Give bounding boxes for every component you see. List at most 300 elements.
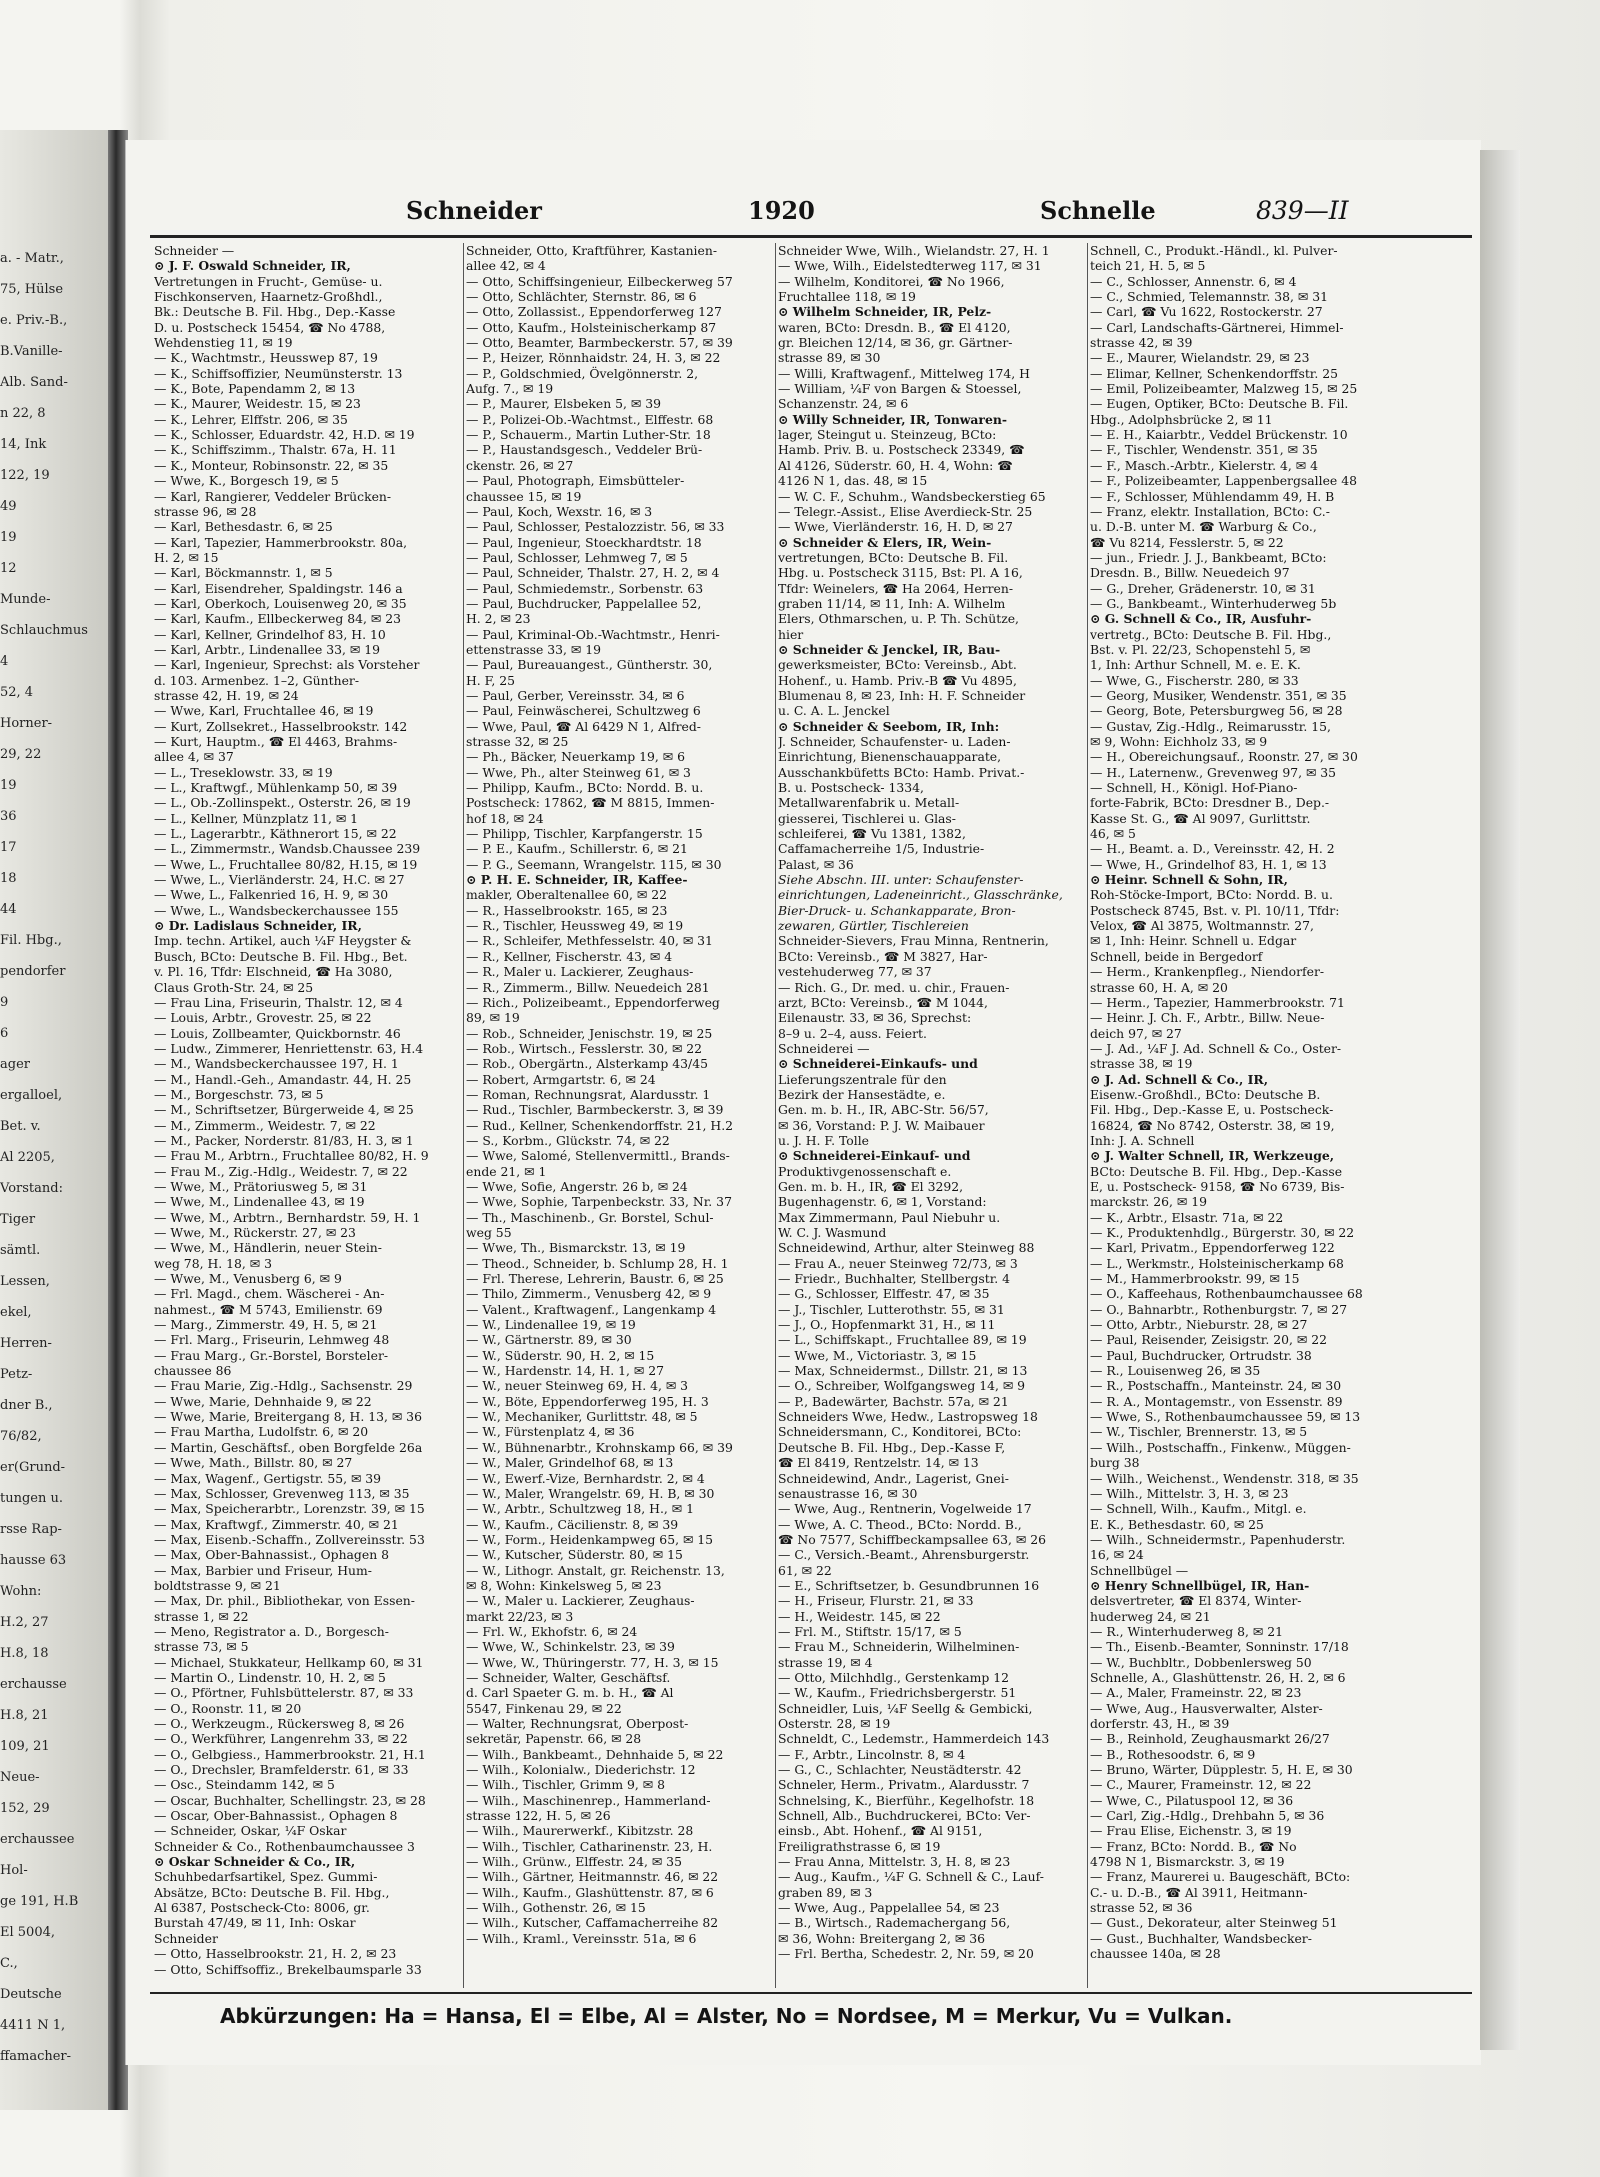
directory-entry-line: — Herm., Tapezier, Hammerbrookstr. 71 — [1090, 994, 1345, 1010]
directory-entry-line: — Frl. M., Stiftstr. 15/17, ✉ 5 — [778, 1623, 962, 1639]
left-page-text-fragment: erchaussee — [0, 1832, 75, 1847]
directory-entry-line: ✉ 1, Inh: Heinr. Schnell u. Edgar — [1090, 933, 1297, 949]
directory-entry-line: — Elimar, Kellner, Schenkendorffstr. 25 — [1090, 365, 1339, 381]
directory-entry-line: strasse 42, H. 19, ✉ 24 — [154, 687, 299, 703]
directory-entry-line: Schneldt, C., Ledemstr., Hammerdeich 143 — [778, 1731, 1050, 1747]
left-page-text-fragment: a. - Matr., — [0, 251, 64, 266]
directory-entry-line: — Meno, Registrator a. D., Borgesch- — [154, 1623, 389, 1639]
directory-entry-line: — Max, Barbier und Friseur, Hum- — [154, 1562, 372, 1578]
directory-entry-line: — C., Versich.-Beamt., Ahrensburgerstr. — [778, 1547, 1030, 1563]
directory-entry-line: — Louis, Arbtr., Grovestr. 25, ✉ 22 — [154, 1010, 372, 1026]
directory-entry-line: — Rud., Tischler, Barmbeckerstr. 3, ✉ 39 — [466, 1102, 724, 1118]
directory-entry-line: C.- u. D.-B., ☎ Al 3911, Heitmann- — [1090, 1884, 1308, 1900]
directory-entry-line: Schneider-Sievers, Frau Minna, Rentnerin, — [778, 933, 1049, 949]
left-page-text-fragment: Al 2205, — [0, 1150, 55, 1165]
left-page-text-fragment: B.Vanille- — [0, 344, 63, 359]
directory-entry-line: Eilenaustr. 33, ✉ 36, Sprechst: — [778, 1010, 972, 1026]
directory-entry-line: ☎ El 8419, Rentzelstr. 14, ✉ 13 — [778, 1455, 979, 1471]
directory-entry-line: Ausschankbüfetts BCto: Hamb. Privat.- — [778, 764, 1025, 780]
directory-entry-line: — Wwe, Karl, Fruchtallee 46, ✉ 19 — [154, 703, 374, 719]
directory-entry-line: Schneider & Co., Rothenbaumchaussee 3 — [154, 1838, 415, 1854]
directory-entry-line: — Karl, Kellner, Grindelhof 83, H. 10 — [154, 626, 386, 642]
directory-entry-line: — M., Handl.-Geh., Amandastr. 44, H. 25 — [154, 1071, 412, 1087]
directory-entry-line: — Paul, Schlosser, Pestalozzistr. 56, ✉ 33 — [466, 519, 725, 535]
directory-entry-line: — F., Tischler, Wendenstr. 351, ✉ 35 — [1090, 442, 1318, 458]
directory-entry-line: Schneidler, Luis, ¼F Seellg & Gembicki, — [778, 1700, 1033, 1716]
directory-entry-line: BCto: Vereinsb., ☎ M 3827, Har- — [778, 948, 988, 964]
left-page-text-fragment: 76/82, — [0, 1429, 42, 1444]
directory-entry-line: — B., Rothesoodstr. 6, ✉ 9 — [1090, 1746, 1256, 1762]
directory-entry-line: — Bruno, Wärter, Düpplestr. 5, H. E, ✉ 30 — [1090, 1762, 1353, 1778]
left-page-text-fragment: 44 — [0, 902, 17, 917]
directory-entry-line: — Valent., Kraftwagenf., Langenkamp 4 — [466, 1301, 717, 1317]
left-page-text-fragment: 12 — [0, 561, 17, 576]
directory-entry-line: ☎ No 7577, Schiffbeckampsallee 63, ✉ 26 — [778, 1531, 1046, 1547]
running-head-right: Schnelle — [1040, 196, 1156, 225]
directory-entry-line: Schneider, Otto, Kraftführer, Kastanien- — [466, 243, 718, 258]
directory-entry-line: — A., Maler, Frameinstr. 22, ✉ 23 — [1090, 1685, 1302, 1701]
directory-entry-line: ☎ Vu 8214, Fesslerstr. 5, ✉ 22 — [1090, 534, 1284, 550]
directory-entry-line: — Wilh., Tischler, Grimm 9, ✉ 8 — [466, 1777, 665, 1793]
directory-entry-line: ⊙ P. H. E. Schneider, IR, Kaffee- — [466, 872, 688, 888]
directory-entry-line: Schneidewind, Arthur, alter Steinweg 88 — [778, 1240, 1035, 1256]
directory-entry-line: — G., Bankbeamt., Winterhuderweg 5b — [1090, 595, 1337, 611]
left-page-text-fragment: 4411 N 1, — [0, 2018, 66, 2033]
directory-entry-line: — G., C., Schlachter, Neustädterstr. 42 — [778, 1762, 1022, 1778]
directory-entry-line: — Wilhelm, Konditorei, ☎ No 1966, — [778, 273, 1005, 289]
directory-entry-line: — Philipp, Tischler, Karpfangerstr. 15 — [466, 826, 703, 842]
directory-entry-line: — Frau M., Arbtrn., Fruchtallee 80/82, H. 9 — [154, 1148, 429, 1164]
directory-entry-line: ⊙ G. Schnell & Co., IR, Ausfuhr- — [1090, 611, 1312, 627]
left-page-text-fragment: Munde- — [0, 592, 51, 607]
directory-entry-line: — Frl. Therese, Lehrerin, Baustr. 6, ✉ 25 — [466, 1271, 724, 1287]
directory-entry-line: — O., Werkführer, Langenrehm 33, ✉ 22 — [154, 1731, 408, 1747]
directory-entry-line: — Wwe, M., Venusberg 6, ✉ 9 — [154, 1271, 342, 1287]
directory-entry-line: giesserei, Tischlerei u. Glas- — [778, 810, 956, 826]
directory-column-4 — [1090, 243, 1404, 1993]
directory-entry-line: Eisenw.-Großhdl., BCto: Deutsche B. — [1090, 1086, 1321, 1102]
directory-entry-line: — Karl, Privatm., Eppendorferweg 122 — [1090, 1240, 1335, 1256]
directory-entry-line: Elers, Othmarschen, u. P. Th. Schütze, — [778, 611, 1019, 627]
directory-entry-line: strasse 19, ✉ 4 — [778, 1654, 873, 1670]
directory-entry-line: markt 22/23, ✉ 3 — [466, 1608, 574, 1624]
directory-entry-line: — Gust., Dekorateur, alter Steinweg 51 — [1090, 1915, 1338, 1931]
left-page-text-fragment: e. Priv.-B., — [0, 313, 68, 328]
directory-entry-line: ⊙ Schneider & Seebom, IR, Inh: — [778, 718, 1000, 734]
directory-entry-line: — Eugen, Optiker, BCto: Deutsche B. Fil. — [1090, 396, 1349, 412]
directory-entry-line: — S., Korbm., Glückstr. 74, ✉ 22 — [466, 1132, 670, 1148]
directory-entry-line: u. D.-B. unter M. ☎ Warburg & Co., — [1090, 519, 1317, 535]
directory-entry-line: — W., Kaufm., Friedrichsbergerstr. 51 — [778, 1685, 1017, 1701]
directory-entry-line: Dresdn. B., Billw. Neuedeich 97 — [1090, 565, 1290, 581]
directory-entry-line: — P. E., Kaufm., Schillerstr. 6, ✉ 21 — [466, 841, 688, 857]
directory-entry-line: Deutsche B. Fil. Hbg., Dep.-Kasse F, — [778, 1439, 1006, 1455]
directory-entry-line: — Otto, Hasselbrookstr. 21, H. 2, ✉ 23 — [154, 1946, 397, 1962]
directory-entry-line: — O., Schreiber, Wolfgangsweg 14, ✉ 9 — [778, 1378, 1026, 1394]
directory-entry-line: 5547, Finkenau 29, ✉ 22 — [466, 1700, 622, 1716]
directory-entry-line: Schnelle, A., Glashüttenstr. 26, H. 2, ✉ 6 — [1090, 1669, 1346, 1685]
directory-entry-line: — Otto, Zollassist., Eppendorferweg 127 — [466, 304, 722, 320]
directory-entry-line: ⊙ Dr. Ladislaus Schneider, IR, — [154, 918, 362, 934]
directory-entry-line: Kasse St. G., ☎ Al 9097, Gurlittstr. — [1090, 810, 1311, 826]
left-page-text-fragment: er(Grund- — [0, 1460, 66, 1475]
left-page-text-fragment: pendorfer — [0, 964, 66, 979]
directory-entry-line: — Wwe, Math., Billstr. 80, ✉ 27 — [154, 1455, 353, 1471]
directory-entry-line: sekretär, Papenstr. 66, ✉ 28 — [466, 1731, 642, 1747]
directory-entry-line: Postscheck 8745, Bst. v. Pl. 10/11, Tfdr: — [1090, 902, 1340, 918]
directory-entry-line: — Gustav, Zig.-Hdlg., Reimarusstr. 15, — [1090, 718, 1331, 734]
directory-entry-line: — Wilh., Maschinenrep., Hammerland- — [466, 1792, 711, 1808]
page-number: 839—II — [1256, 196, 1349, 225]
directory-entry-line: strasse 32, ✉ 25 — [466, 734, 569, 749]
left-page-text-fragment: Deutsche — [0, 1987, 62, 2002]
directory-entry-line: — Frl. Magd., chem. Wäscherei - An- — [154, 1286, 385, 1302]
directory-entry-line: Hbg. u. Postscheck 3115, Bst: Pl. A 16, — [778, 565, 1023, 581]
directory-entry-line: — F., Polizeibeamter, Lappenbergsallee 48 — [1090, 473, 1357, 489]
directory-entry-line: — Karl, Kaufm., Ellbeckerweg 84, ✉ 23 — [154, 611, 401, 627]
directory-entry-line: — E., Maurer, Wielandstr. 29, ✉ 23 — [1090, 350, 1310, 366]
directory-entry-line: ckenstr. 26, ✉ 27 — [466, 457, 574, 473]
directory-entry-line: Busch, BCto: Deutsche B. Fil. Hbg., Bet. — [154, 948, 408, 964]
directory-entry-line: — O., Kaffeehaus, Rothenbaumchaussee 68 — [1090, 1286, 1363, 1302]
left-page-text-fragment: Neue- — [0, 1770, 40, 1785]
directory-entry-line: — Wwe, Aug., Rentnerin, Vogelweide 17 — [778, 1501, 1032, 1517]
directory-entry-line: — W., Kutscher, Süderstr. 80, ✉ 15 — [466, 1547, 683, 1563]
directory-entry-line: Absätze, BCto: Deutsche B. Fil. Hbg., — [154, 1884, 390, 1900]
footer-rule — [150, 1992, 1472, 1994]
directory-entry-line: — Willi, Kraftwagenf., Mittelweg 174, H — [778, 365, 1030, 381]
directory-entry-line: D. u. Postscheck 15454, ☎ No 4788, — [154, 319, 386, 335]
directory-entry-line: — P., Polizei-Ob.-Wachtmst., Elffestr. 68 — [466, 411, 714, 427]
directory-entry-line: — Wwe, W., Thüringerstr. 77, H. 3, ✉ 15 — [466, 1654, 719, 1670]
directory-entry-line: — M., Wandsbeckerchaussee 197, H. 1 — [154, 1056, 399, 1072]
directory-entry-line: — L., Kellner, Münzplatz 11, ✉ 1 — [154, 810, 359, 826]
directory-entry-line: d. Carl Spaeter G. m. b. H., ☎ Al — [466, 1685, 674, 1701]
directory-entry-line: — Max, Dr. phil., Bibliothekar, von Essen- — [154, 1593, 415, 1609]
directory-entry-line: — O., Gelbgiess., Hammerbrookstr. 21, H.1 — [154, 1746, 426, 1762]
directory-entry-line: — O., Roonstr. 11, ✉ 20 — [154, 1700, 302, 1716]
directory-entry-line: Tfdr: Weinelers, ☎ Ha 2064, Herren- — [778, 580, 1014, 596]
left-page-text-fragment: 9 — [0, 995, 9, 1010]
directory-entry-line: — Kurt, Zollsekret., Hasselbrookstr. 142 — [154, 718, 408, 734]
directory-entry-line: — Carl, Zig.-Hdlg., Drehbahn 5, ✉ 36 — [1090, 1808, 1325, 1824]
directory-entry-line: Aufg. 7., ✉ 19 — [466, 381, 554, 397]
directory-entry-line: — Martin, Geschäftsf., oben Borgfelde 26a — [154, 1439, 423, 1455]
column-divider — [463, 243, 464, 1988]
directory-entry-line: — C., Maurer, Frameinstr. 12, ✉ 22 — [1090, 1777, 1312, 1793]
directory-entry-line: — Wwe, Aug., Hausverwalter, Alster- — [1090, 1700, 1323, 1716]
directory-entry-line: Schnellbügel — — [1090, 1562, 1189, 1578]
directory-entry-line: Schnelsing, K., Bierführ., Kegelhofstr. 18 — [778, 1792, 1035, 1808]
directory-entry-line: ettenstrasse 33, ✉ 19 — [466, 641, 601, 657]
directory-entry-line: — Friedr., Buchhalter, Stellbergstr. 4 — [778, 1271, 1011, 1287]
directory-entry-line: graben 11/14, ✉ 11, Inh: A. Wilhelm — [778, 595, 1006, 611]
directory-entry-line: Schnell, C., Produkt.-Händl., kl. Pulver- — [1090, 243, 1338, 258]
directory-entry-line: — Wilh., Gärtner, Heitmannstr. 46, ✉ 22 — [466, 1869, 719, 1885]
directory-entry-line: — E., Schriftsetzer, b. Gesundbrunnen 16 — [778, 1577, 1040, 1593]
directory-entry-line: gr. Bleichen 12/14, ✉ 36, gr. Gärtner- — [778, 335, 1013, 351]
directory-entry-line: — P., Maurer, Elsbeken 5, ✉ 39 — [466, 396, 661, 412]
directory-entry-line: — K., Monteur, Robinsonstr. 22, ✉ 35 — [154, 457, 389, 473]
directory-entry-line: Schneidewind, Andr., Lagerist, Gnei- — [778, 1470, 1009, 1486]
directory-entry-line: — W., Maler, Grindelhof 68, ✉ 13 — [466, 1455, 674, 1471]
directory-entry-line: — Wwe, M., Prätoriusweg 5, ✉ 31 — [154, 1178, 368, 1194]
directory-entry-line: — Max, Schlosser, Grevenweg 113, ✉ 35 — [154, 1485, 410, 1501]
directory-entry-line: BCto: Deutsche B. Fil. Hbg., Dep.-Kasse — [1090, 1163, 1343, 1179]
directory-entry-line: — K., Bote, Papendamm 2, ✉ 13 — [154, 381, 356, 397]
directory-entry-line: — Max, Ober-Bahnassist., Ophagen 8 — [154, 1547, 389, 1563]
directory-column-2 — [466, 243, 780, 1993]
directory-entry-line: — Paul, Photograph, Eimsbütteler- — [466, 473, 685, 489]
directory-entry-line: Wehdenstieg 11, ✉ 19 — [154, 335, 293, 351]
directory-entry-line: vestehuderweg 77, ✉ 37 — [778, 964, 932, 980]
left-page-text-fragment: sämtl. — [0, 1243, 41, 1258]
directory-entry-line: ✉ 9, Wohn: Eichholz 33, ✉ 9 — [1090, 734, 1268, 749]
directory-entry-line: — B., Reinhold, Zeughausmarkt 26/27 — [1090, 1731, 1330, 1747]
directory-entry-line: Schneider Wwe, Wilh., Wielandstr. 27, H. 1 — [778, 243, 1050, 258]
directory-entry-line: — Paul, Gerber, Vereinsstr. 34, ✉ 6 — [466, 687, 685, 703]
directory-entry-line: — E. H., Kaiarbtr., Veddel Brückenstr. 10 — [1090, 427, 1348, 443]
directory-entry-line: Postscheck: 17862, ☎ M 8815, Immen- — [466, 795, 715, 811]
directory-entry-line: Schneider — — [154, 243, 235, 258]
directory-entry-line: 4798 N 1, Bismarckstr. 3, ✉ 19 — [1090, 1854, 1285, 1870]
directory-entry-line: — M., Schriftsetzer, Bürgerweide 4, ✉ 25 — [154, 1102, 414, 1118]
directory-entry-line: ⊙ J. F. Oswald Schneider, IR, — [154, 258, 351, 274]
directory-entry-line: — W., Maler, Wrangelstr. 69, H. B, ✉ 30 — [466, 1485, 715, 1501]
directory-entry-line: vertretungen, BCto: Deutsche B. Fil. — [778, 549, 1009, 565]
directory-entry-line: Velox, ☎ Al 3875, Woltmannstr. 27, — [1090, 918, 1314, 934]
directory-entry-line: — Wwe, M., Arbtrn., Bernhardstr. 59, H. 1 — [154, 1209, 421, 1225]
directory-entry-line: — M., Hammerbrookstr. 99, ✉ 15 — [1090, 1271, 1300, 1287]
directory-entry-line: — W., Ewerf.-Vize, Bernhardstr. 2, ✉ 4 — [466, 1470, 705, 1486]
left-page-text-fragment: 152, 29 — [0, 1801, 50, 1816]
directory-entry-line: — Franz, elektr. Installation, BCto: C.- — [1090, 503, 1330, 519]
directory-entry-line: — P., Goldschmied, Övelgönnerstr. 2, — [466, 365, 699, 381]
directory-entry-line: 89, ✉ 19 — [466, 1010, 520, 1026]
directory-entry-line: — R., Maler u. Lackierer, Zeughaus- — [466, 964, 694, 980]
left-page-text-fragment: 75, Hülse — [0, 282, 64, 297]
directory-entry-line: ende 21, ✉ 1 — [466, 1163, 547, 1179]
directory-entry-line: strasse 52, ✉ 36 — [1090, 1900, 1193, 1916]
directory-entry-line: Al 6387, Postscheck-Cto: 8006, gr. — [154, 1900, 370, 1916]
directory-entry-line: — K., Maurer, Weidestr. 15, ✉ 23 — [154, 396, 361, 412]
directory-entry-line: Gen. m. b. H., IR, ☎ El 3292, — [778, 1178, 964, 1194]
directory-entry-line: — Paul, Feinwäscherei, Schultzweg 6 — [466, 703, 701, 719]
directory-entry-line: — Max, Schneidermst., Dillstr. 21, ✉ 13 — [778, 1363, 1028, 1379]
directory-entry-line: — F., Schlosser, Mühlendamm 49, H. B — [1090, 488, 1335, 504]
left-page-fragment — [0, 130, 112, 2110]
directory-entry-line: — Kurt, Hauptm., ☎ El 4463, Brahms- — [154, 734, 398, 749]
directory-entry-line: — Otto, Arbtr., Nieburstr. 28, ✉ 27 — [1090, 1317, 1308, 1333]
left-page-text-fragment: Wohn: — [0, 1584, 42, 1599]
directory-entry-line: Schneiders Wwe, Hedw., Lastropsweg 18 — [778, 1409, 1038, 1425]
left-page-text-fragment: 122, 19 — [0, 468, 50, 483]
left-page-text-fragment: ge 191, H.B — [0, 1894, 79, 1909]
running-head-left: Schneider — [406, 196, 542, 225]
directory-entry-line: Schneiderei — — [778, 1040, 870, 1056]
directory-entry-line: — Paul, Buchdrucker, Pappelallee 52, — [466, 595, 702, 611]
directory-entry-line: Vertretungen in Frucht-, Gemüse- u. — [154, 273, 383, 289]
directory-entry-line: — C., Schmied, Telemannstr. 38, ✉ 31 — [1090, 289, 1328, 305]
left-page-text-fragment: H.8, 21 — [0, 1708, 49, 1723]
directory-entry-line: — Wwe, S., Rothenbaumchaussee 59, ✉ 13 — [1090, 1409, 1361, 1425]
directory-entry-line: — Schnell, Wilh., Kaufm., Mitgl. e. — [1090, 1501, 1307, 1517]
directory-entry-line: — H., Weidestr. 145, ✉ 22 — [778, 1608, 941, 1624]
directory-entry-line: — K., Schiffszimm., Thalstr. 67a, H. 11 — [154, 442, 397, 458]
directory-entry-line: — Karl, Eisendreher, Spaldingstr. 146 a — [154, 580, 403, 596]
directory-entry-line: Max Zimmermann, Paul Niebuhr u. — [778, 1209, 1001, 1225]
left-page-text-fragment: Schlauchmus — [0, 623, 88, 638]
directory-entry-line: — W., Arbtr., Schultzweg 18, H., ✉ 1 — [466, 1501, 695, 1517]
page-edge — [1480, 150, 1520, 2050]
directory-entry-line: Blumenau 8, ✉ 23, Inh: H. F. Schneider — [778, 687, 1026, 703]
left-page-text-fragment: 19 — [0, 530, 17, 545]
left-page-text-fragment: Petz- — [0, 1367, 33, 1382]
directory-entry-line: Hohenf., u. Hamb. Priv.-B ☎ Vu 4895, — [778, 672, 1017, 688]
directory-entry-line: — M., Borgeschstr. 73, ✉ 5 — [154, 1086, 324, 1102]
left-page-text-fragment: hausse 63 — [0, 1553, 67, 1568]
directory-entry-line: — Karl, Böckmannstr. 1, ✉ 5 — [154, 565, 333, 581]
directory-entry-line: allee 4, ✉ 37 — [154, 749, 234, 765]
directory-entry-line: — R., Zimmerm., Billw. Neuedeich 281 — [466, 979, 710, 995]
directory-entry-line: strasse 60, H. A, ✉ 20 — [1090, 979, 1228, 995]
directory-entry-line: — Otto, Schiffsingenieur, Eilbeckerweg 57 — [466, 273, 733, 289]
directory-entry-line: — O., Bahnarbtr., Rothenburgstr. 7, ✉ 27 — [1090, 1301, 1348, 1317]
directory-entry-line: 8–9 u. 2–4, auss. Feiert. — [778, 1025, 927, 1041]
directory-entry-line: — M., Packer, Norderstr. 81/83, H. 3, ✉ 1 — [154, 1132, 414, 1148]
directory-entry-line: weg 78, H. 18, ✉ 3 — [154, 1255, 272, 1271]
directory-entry-line: — Martin O., Lindenstr. 10, H. 2, ✉ 5 — [154, 1669, 386, 1685]
directory-entry-line: — William, ¼F von Bargen & Stoessel, — [778, 381, 1022, 397]
directory-entry-line: — Emil, Polizeibeamter, Malzweg 15, ✉ 25 — [1090, 381, 1358, 397]
directory-entry-line: — R., Tischler, Heussweg 49, ✉ 19 — [466, 918, 684, 934]
directory-entry-line: — Frl. Marg., Friseurin, Lehmweg 48 — [154, 1332, 390, 1348]
directory-entry-line: — Ludw., Zimmerer, Henriettenstr. 63, H.4 — [154, 1040, 424, 1056]
directory-entry-line: — Wwe, C., Pilatuspool 12, ✉ 36 — [1090, 1792, 1294, 1808]
abbreviations-footer: Abkürzungen: Ha = Hansa, El = Elbe, Al = Alster, No = Nordsee, M = Merkur, Vu = Vulkan. — [220, 2004, 1233, 2028]
directory-entry-line: — Wwe, H., Grindelhof 83, H. 1, ✉ 13 — [1090, 856, 1327, 872]
directory-entry-line: — R., Winterhuderweg 8, ✉ 21 — [1090, 1623, 1283, 1639]
directory-entry-line: — K., Lehrer, Elffstr. 206, ✉ 35 — [154, 411, 348, 427]
directory-entry-line: chaussee 15, ✉ 19 — [466, 488, 582, 504]
directory-entry-line: zewaren, Gürtler, Tischlereien — [778, 918, 969, 934]
directory-entry-line: — Heinr. J. Ch. F., Arbtr., Billw. Neue- — [1090, 1010, 1325, 1026]
left-page-text-fragment: 17 — [0, 840, 17, 855]
left-page-text-fragment: 18 — [0, 871, 17, 886]
directory-entry-line: — P., Schauerm., Martin Luther-Str. 18 — [466, 427, 711, 443]
directory-entry-line: H. F, 25 — [466, 672, 515, 688]
directory-entry-line: — Frau Anna, Mittelstr. 3, H. 8, ✉ 23 — [778, 1854, 1011, 1870]
directory-entry-line: — Oscar, Ober-Bahnassist., Ophagen 8 — [154, 1808, 398, 1824]
directory-entry-line: — Rob., Obergärtn., Alsterkamp 43/45 — [466, 1056, 708, 1072]
directory-entry-line: H. 2, ✉ 15 — [154, 549, 219, 565]
directory-entry-line: — W., Kaufm., Cäcilienstr. 8, ✉ 39 — [466, 1516, 679, 1532]
directory-column-3 — [778, 243, 1092, 1993]
directory-entry-line: ⊙ Willy Schneider, IR, Tonwaren- — [778, 411, 1007, 427]
directory-entry-line: — J. Ad., ¼F J. Ad. Schnell & Co., Oster- — [1090, 1040, 1342, 1056]
directory-entry-line: — Rich., Polizeibeamt., Eppendorferweg — [466, 994, 720, 1010]
directory-entry-line: ⊙ Schneiderei-Einkaufs- und — [778, 1056, 978, 1072]
directory-entry-line: — J., Tischler, Lutterothstr. 55, ✉ 31 — [778, 1301, 1005, 1317]
left-page-text-fragment: tungen u. — [0, 1491, 63, 1506]
left-page-text-fragment: Vorstand: — [0, 1181, 63, 1196]
directory-entry-line: Schuhbedarfsartikel, Spez. Gummi- — [154, 1869, 378, 1885]
directory-entry-line: burg 38 — [1090, 1455, 1140, 1471]
directory-entry-line: — Otto, Milchhdlg., Gerstenkamp 12 — [778, 1669, 1010, 1685]
directory-entry-line: — Frau Marie, Zig.-Hdlg., Sachsenstr. 29 — [154, 1378, 413, 1394]
left-page-text-fragment: Fil. Hbg., — [0, 933, 62, 948]
directory-entry-line: 16, ✉ 24 — [1090, 1547, 1144, 1563]
directory-entry-line: — Th., Eisenb.-Beamter, Sonninstr. 17/18 — [1090, 1639, 1349, 1655]
directory-entry-line: deich 97, ✉ 27 — [1090, 1025, 1182, 1041]
directory-entry-line: lager, Steingut u. Steinzeug, BCto: — [778, 427, 997, 443]
left-page-text-fragment: H.8, 18 — [0, 1646, 49, 1661]
directory-entry-line: — B., Wirtsch., Rademachergang 56, — [778, 1915, 1011, 1931]
directory-entry-line: Fischkonserven, Haarnetz-Großhdl., — [154, 289, 383, 305]
directory-entry-line: — P., Badewärter, Bachstr. 57a, ✉ 21 — [778, 1393, 1009, 1409]
left-page-text-fragment: ergalloel, — [0, 1088, 63, 1103]
directory-entry-line: — Rob., Wirtsch., Fesslerstr. 30, ✉ 22 — [466, 1040, 703, 1056]
directory-entry-line: Metallwarenfabrik u. Metall- — [778, 795, 960, 811]
directory-entry-line: marckstr. 26, ✉ 19 — [1090, 1194, 1208, 1210]
directory-entry-line: ⊙ J. Ad. Schnell & Co., IR, — [1090, 1071, 1269, 1087]
directory-entry-line: Fruchtallee 118, ✉ 19 — [778, 289, 916, 305]
directory-entry-line: — Wilh., Tischler, Catharinenstr. 23, H. — [466, 1838, 713, 1854]
directory-entry-line: huderweg 24, ✉ 21 — [1090, 1608, 1211, 1624]
directory-entry-line: — R., Hasselbrookstr. 165, ✉ 23 — [466, 902, 668, 918]
directory-entry-line: H. 2, ✉ 23 — [466, 611, 531, 627]
left-page-text-fragment: n 22, 8 — [0, 406, 46, 421]
directory-entry-line: — Otto, Schiffsoffiz., Brekelbaumsparle 33 — [154, 1961, 422, 1977]
directory-entry-line: E, u. Postscheck- 9158, ☎ No 6739, Bis- — [1090, 1178, 1345, 1194]
directory-entry-line: einsb., Abt. Hohenf., ☎ Al 9151, — [778, 1823, 983, 1839]
left-page-text-fragment: ager — [0, 1057, 30, 1072]
directory-entry-line: — Georg, Musiker, Wendenstr. 351, ✉ 35 — [1090, 687, 1347, 703]
directory-entry-line: — Wilh., Schneidermstr., Papenhuderstr. — [1090, 1531, 1346, 1547]
left-page-text-fragment: Alb. Sand- — [0, 375, 68, 390]
left-page-text-fragment: ekel, — [0, 1305, 32, 1320]
directory-entry-line: — Telegr.-Assist., Elise Averdieck-Str. 25 — [778, 503, 1033, 519]
directory-entry-line: — Marg., Zimmerstr. 49, H. 5, ✉ 21 — [154, 1317, 378, 1333]
directory-entry-line: 16824, ☎ No 8742, Osterstr. 38, ✉ 19, — [1090, 1117, 1335, 1133]
directory-entry-line: u. C. A. L. Jenckel — [778, 703, 890, 719]
directory-entry-line: — Wilh., Kutscher, Caffamacherreihe 82 — [466, 1915, 719, 1931]
directory-entry-line: — K., Produktenhdlg., Bürgerstr. 30, ✉ 22 — [1090, 1225, 1355, 1240]
directory-entry-line: — Frau Marg., Gr.-Borstel, Borsteler- — [154, 1347, 389, 1363]
directory-entry-line: graben 89, ✉ 3 — [778, 1884, 873, 1900]
left-page-text-fragment: erchausse — [0, 1677, 67, 1692]
directory-entry-line: — Carl, Landschafts-Gärtnerei, Himmel- — [1090, 319, 1344, 335]
directory-entry-line: — Frau Elise, Eichenstr. 3, ✉ 19 — [1090, 1823, 1292, 1839]
directory-entry-line: — K., Wachtmstr., Heusswep 87, 19 — [154, 350, 378, 366]
directory-entry-line: — L., Lagerarbtr., Käthnerort 15, ✉ 22 — [154, 826, 397, 842]
directory-entry-line: — Frl. Bertha, Schedestr. 2, Nr. 59, ✉ 20 — [778, 1946, 1034, 1962]
directory-entry-line: — W., Lindenallee 19, ✉ 19 — [466, 1317, 636, 1333]
directory-entry-line: — Paul, Kriminal-Ob.-Wachtmstr., Henri- — [466, 626, 720, 642]
directory-entry-line: — Wwe, L., Wandsbeckerchaussee 155 — [154, 902, 399, 918]
directory-entry-line: — W., Böte, Eppendorferweg 195, H. 3 — [466, 1393, 709, 1409]
directory-entry-line: schleiferei, ☎ Vu 1381, 1382, — [778, 826, 966, 842]
directory-entry-line: — L., Werkmstr., Holsteinischerkamp 68 — [1090, 1255, 1344, 1271]
directory-entry-line: Imp. techn. Artikel, auch ¼F Heygster & — [154, 933, 412, 949]
directory-entry-line: — H., Beamt. a. D., Vereinsstr. 42, H. 2 — [1090, 841, 1335, 857]
directory-entry-line: — Wilh., Grünw., Elffestr. 24, ✉ 35 — [466, 1854, 682, 1870]
directory-entry-line: — Wwe, A. C. Theod., BCto: Nordd. B., — [778, 1516, 1022, 1532]
left-page-text-fragment: dner B., — [0, 1398, 53, 1413]
directory-entry-line: — L., Zimmermstr., Wandsb.Chaussee 239 — [154, 841, 421, 857]
directory-entry-line: — Max, Wagenf., Gertigstr. 55, ✉ 39 — [154, 1470, 382, 1486]
directory-entry-line: — Wwe, M., Victoriastr. 3, ✉ 15 — [778, 1347, 977, 1363]
